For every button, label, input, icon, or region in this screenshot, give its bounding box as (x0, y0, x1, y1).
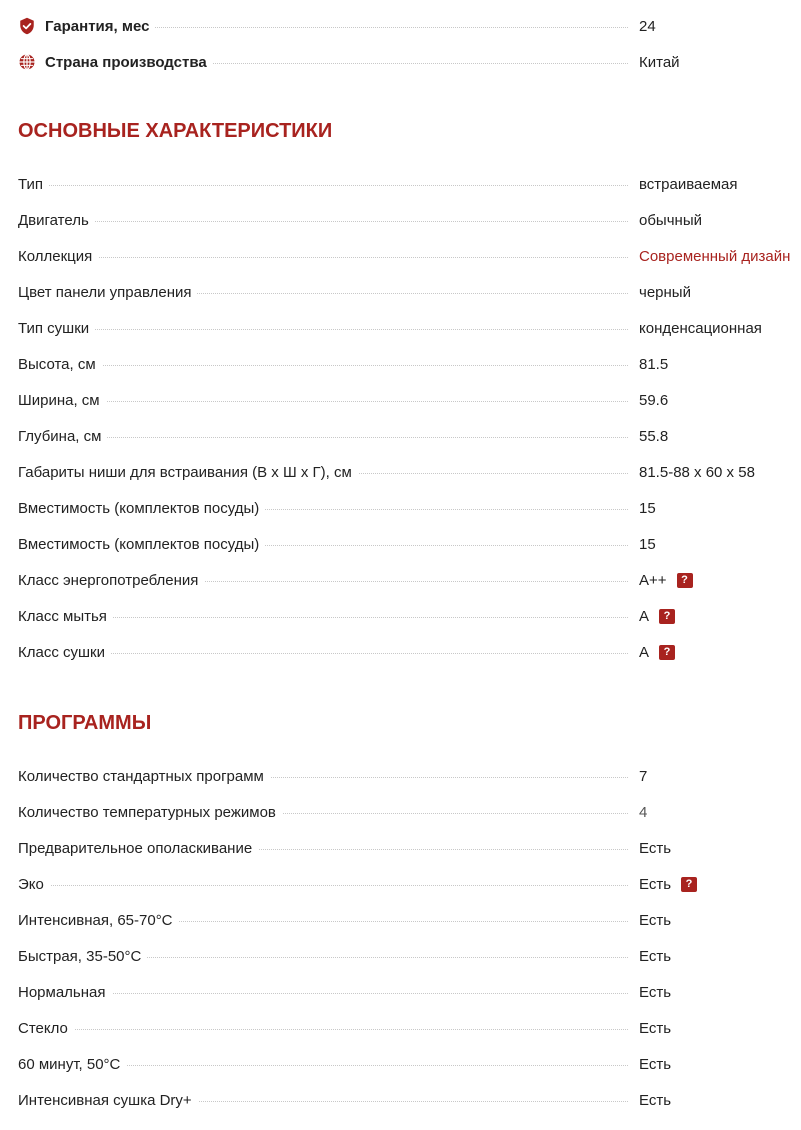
spec-value: 55.8 (639, 427, 669, 445)
spec-label: Нормальная (18, 984, 112, 1001)
spec-value: Есть (639, 911, 672, 929)
spec-value: Есть (639, 875, 672, 893)
spec-value: A (639, 643, 650, 661)
spec-row (18, 938, 801, 974)
spec-label: Вместимость (комплектов посуды) (18, 500, 265, 517)
help-icon[interactable]: ? (659, 609, 675, 624)
spec-row (18, 794, 801, 830)
dotted-leader (18, 221, 628, 222)
spec-row-country (18, 44, 801, 80)
spec-value: Есть (639, 1091, 672, 1109)
spec-value: 15 (639, 499, 656, 517)
dotted-leader (18, 257, 628, 258)
spec-label: Высота, см (18, 356, 102, 373)
spec-label: Тип (18, 176, 49, 193)
spec-value: Есть (639, 947, 672, 965)
spec-row (18, 1010, 801, 1046)
shield-check-icon (18, 17, 36, 35)
spec-label: Класс сушки (18, 644, 111, 661)
spec-row (18, 382, 801, 418)
spec-row (18, 454, 801, 490)
spec-label: Коллекция (18, 248, 98, 265)
spec-label: Габариты ниши для встраивания (В х Ш х Г), см (18, 464, 358, 481)
section-title-main: ОСНОВНЫЕ ХАРАКТЕРИСТИКИ (18, 120, 333, 142)
spec-row (18, 490, 801, 526)
dotted-leader (18, 329, 628, 330)
spec-row (18, 526, 801, 562)
spec-label: Глубина, см (18, 428, 107, 445)
spec-label: Страна производства (45, 53, 207, 71)
dotted-leader (18, 365, 628, 366)
spec-row (18, 634, 801, 670)
spec-value: черный (639, 283, 691, 301)
spec-row (18, 418, 801, 454)
spec-row (18, 166, 801, 202)
section-title-programs: ПРОГРАММЫ (18, 712, 152, 734)
dotted-leader (18, 185, 628, 186)
spec-value: 7 (639, 767, 648, 785)
spec-value: 81.5 (639, 355, 669, 373)
spec-value: Есть (639, 839, 672, 857)
spec-row-warranty (18, 8, 801, 44)
spec-label: Количество стандартных программ (18, 768, 270, 785)
spec-label: Класс мытья (18, 608, 113, 625)
help-icon[interactable]: ? (677, 573, 693, 588)
spec-label: Быстрая, 35-50°C (18, 948, 147, 965)
spec-label: Интенсивная сушка Dry+ (18, 1092, 198, 1109)
spec-label: Класс энергопотребления (18, 572, 204, 589)
spec-value: 24 (639, 17, 656, 35)
spec-row (18, 310, 801, 346)
spec-label: Предварительное ополаскивание (18, 840, 258, 857)
spec-value: обычный (639, 211, 702, 229)
spec-value: 59.6 (639, 391, 669, 409)
spec-value: A++ (639, 571, 667, 589)
spec-row (18, 866, 801, 902)
dotted-leader (18, 885, 628, 886)
spec-label: Ширина, см (18, 392, 106, 409)
spec-label: Вместимость (комплектов посуды) (18, 536, 265, 553)
spec-row (18, 562, 801, 598)
spec-label: 60 минут, 50°C (18, 1056, 126, 1073)
spec-row (18, 758, 801, 794)
spec-row (18, 1046, 801, 1082)
spec-value: A (639, 607, 650, 625)
spec-value: Есть (639, 1019, 672, 1037)
spec-value: 15 (639, 535, 656, 553)
spec-label: Двигатель (18, 212, 95, 229)
globe-icon (18, 53, 36, 71)
spec-row (18, 274, 801, 310)
spec-row (18, 598, 801, 634)
spec-value: Китай (639, 53, 680, 71)
spec-value: Есть (639, 983, 672, 1001)
dotted-leader (18, 401, 628, 402)
spec-row (18, 902, 801, 938)
spec-row (18, 238, 801, 274)
spec-label: Количество температурных режимов (18, 804, 282, 821)
spec-label: Эко (18, 876, 50, 893)
spec-value: конденсационная (639, 319, 762, 337)
spec-label: Интенсивная, 65-70°C (18, 912, 179, 929)
spec-label: Тип сушки (18, 320, 95, 337)
spec-row (18, 974, 801, 1010)
spec-value: 81.5-88 х 60 х 58 (639, 463, 755, 481)
spec-value: 4 (639, 803, 648, 821)
spec-row (18, 830, 801, 866)
dotted-leader (18, 1029, 628, 1030)
help-icon[interactable]: ? (659, 645, 675, 660)
spec-label: Цвет панели управления (18, 284, 197, 301)
help-icon[interactable]: ? (681, 877, 697, 892)
spec-row (18, 346, 801, 382)
spec-label: Гарантия, мес (45, 17, 150, 35)
dotted-leader (18, 437, 628, 438)
spec-row (18, 202, 801, 238)
spec-value: Есть (639, 1055, 672, 1073)
spec-label: Стекло (18, 1020, 74, 1037)
spec-row (18, 1082, 801, 1118)
collection-link[interactable]: Современный дизайн (639, 247, 791, 265)
spec-value: встраиваемая (639, 175, 738, 193)
